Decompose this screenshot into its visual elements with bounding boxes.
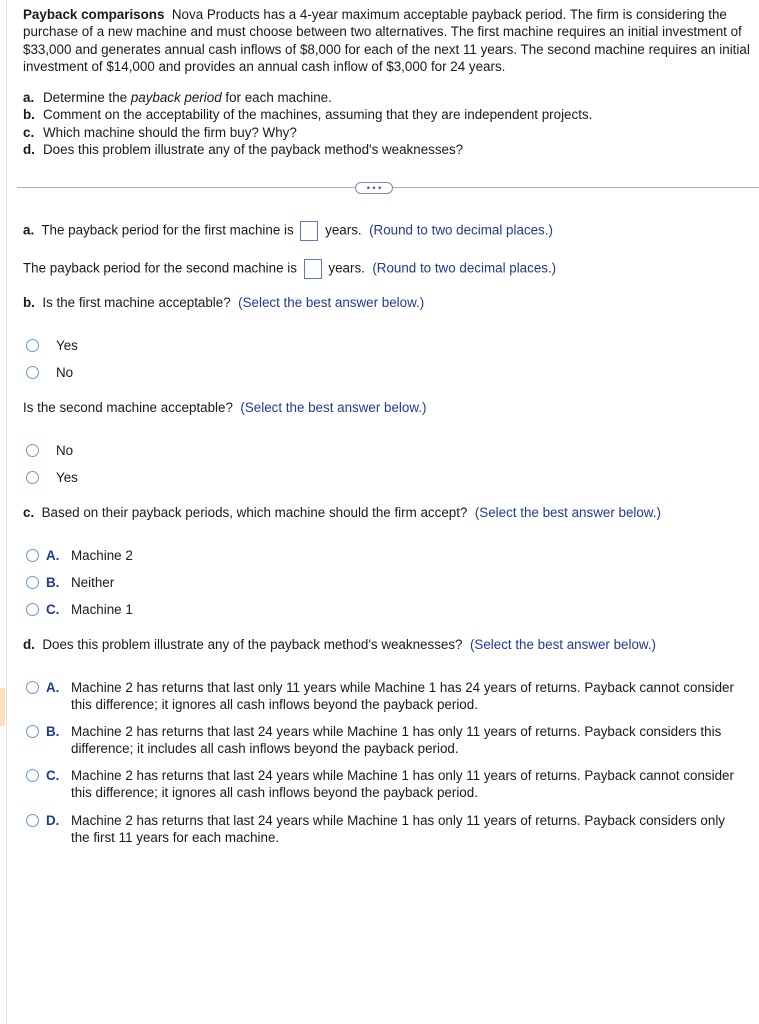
part-d-q-text: Does this problem illustrate any of the payback method's weaknesses?	[42, 637, 463, 652]
part-d-hint: (Select the best answer below.)	[469, 637, 657, 652]
radio-button[interactable]	[26, 576, 39, 589]
part-a-first-hint: (Round to two decimal places.)	[369, 222, 553, 238]
part-d-option-b[interactable]: B. Machine 2 has returns that last 24 years while Machine 1 has only 11 years of returns. Payback considers this difference; it includes all cash inflows beyond the payback period.	[26, 723, 736, 758]
part-d-option-d[interactable]: D. Machine 2 has returns that last 24 years while Machine 1 has only 11 years of returns. Payback considers only the first 11 years for each machine.	[26, 812, 736, 847]
first-machine-payback-input[interactable]	[300, 221, 318, 241]
radio-button[interactable]	[26, 549, 39, 562]
question-d: d. Does this problem illustrate any of the payback method's weaknesses?	[23, 142, 464, 158]
second-machine-option-yes[interactable]: Yes	[26, 469, 78, 486]
second-machine-option-no[interactable]: No	[26, 442, 73, 459]
radio-button[interactable]	[26, 339, 39, 352]
ellipsis-icon: • • •	[366, 183, 382, 193]
part-b-q1-text: Is the first machine acceptable?	[42, 295, 231, 310]
radio-button[interactable]	[26, 471, 39, 484]
part-a-second-row	[23, 259, 556, 279]
part-b-question-1	[23, 295, 424, 310]
radio-button[interactable]	[26, 603, 39, 616]
part-d-option-c[interactable]: C. Machine 2 has returns that last 24 years while Machine 1 has only 11 years of returns. Payback cannot consider this difference; it ignores all cash inflows beyond the payback period.	[26, 767, 736, 802]
question-c: c. Which machine should the firm buy? Why?	[23, 124, 297, 140]
first-machine-option-yes[interactable]: Yes	[26, 337, 78, 354]
expand-button[interactable]	[355, 182, 393, 194]
part-d-letter: d.	[23, 637, 35, 652]
part-c-letter: c.	[23, 505, 35, 520]
second-machine-payback-input[interactable]	[304, 259, 322, 279]
part-b-q2-hint: (Select the best answer below.)	[240, 400, 427, 415]
problem-title: Payback comparisons	[23, 7, 165, 22]
part-c-hint: (Select the best answer below.)	[474, 505, 661, 520]
question-a: a. Determine the payback period for each machine.	[23, 90, 332, 105]
part-d-option-a[interactable]: A. Machine 2 has returns that last only 11 years while Machine 1 has 24 years of returns. Payback cannot consider this difference; it ignores all cash inflows beyond the payback period.	[26, 679, 736, 714]
radio-button[interactable]	[26, 814, 39, 827]
part-c-option-a[interactable]: A. Machine 2	[26, 547, 133, 564]
part-c-option-c[interactable]: C. Machine 1	[26, 601, 133, 618]
part-b-q1-hint: (Select the best answer below.)	[238, 295, 425, 310]
part-a-second-hint: (Round to two decimal places.)	[372, 260, 557, 276]
part-a-first-label: The payback period for the first machine is	[41, 222, 294, 238]
part-b-letter: b.	[23, 295, 35, 310]
left-border	[6, 0, 7, 1024]
part-c-question	[23, 505, 661, 520]
problem-statement	[23, 6, 753, 76]
part-c-option-b[interactable]: B. Neither	[26, 574, 114, 591]
part-a-second-label: The payback period for the second machine is	[23, 260, 297, 276]
part-d-question	[23, 637, 656, 652]
radio-button[interactable]	[26, 769, 39, 782]
first-machine-option-no[interactable]: No	[26, 364, 73, 381]
radio-button[interactable]	[26, 681, 39, 694]
part-a-second-unit: years.	[328, 260, 365, 276]
problem-body: Nova Products has a 4-year maximum acceptable payback period. The firm is considering the purchase of a new machine and must choose between two alternatives. The first machine requires an initial investment of $33,000 and generates annual cash inflows of $8,000 for each of the next 11 years. The second machine requires an initial investment of $14,000 and provides an annual cash inflow of $3,000 for 24 years.	[23, 7, 750, 75]
part-b-question-2	[23, 400, 426, 415]
part-c-q-text: Based on their payback periods, which machine should the firm accept?	[41, 505, 468, 520]
question-list	[23, 89, 743, 159]
part-b-q2-text: Is the second machine acceptable?	[23, 400, 233, 415]
part-a-letter: a.	[23, 222, 35, 238]
radio-button[interactable]	[26, 444, 39, 457]
part-a-first-row	[23, 221, 553, 241]
question-marker	[0, 688, 5, 726]
question-b: b. Comment on the acceptability of the machines, assuming that they are independent projects.	[23, 107, 593, 123]
part-a-first-unit: years.	[325, 222, 362, 238]
radio-button[interactable]	[26, 725, 39, 738]
radio-button[interactable]	[26, 366, 39, 379]
